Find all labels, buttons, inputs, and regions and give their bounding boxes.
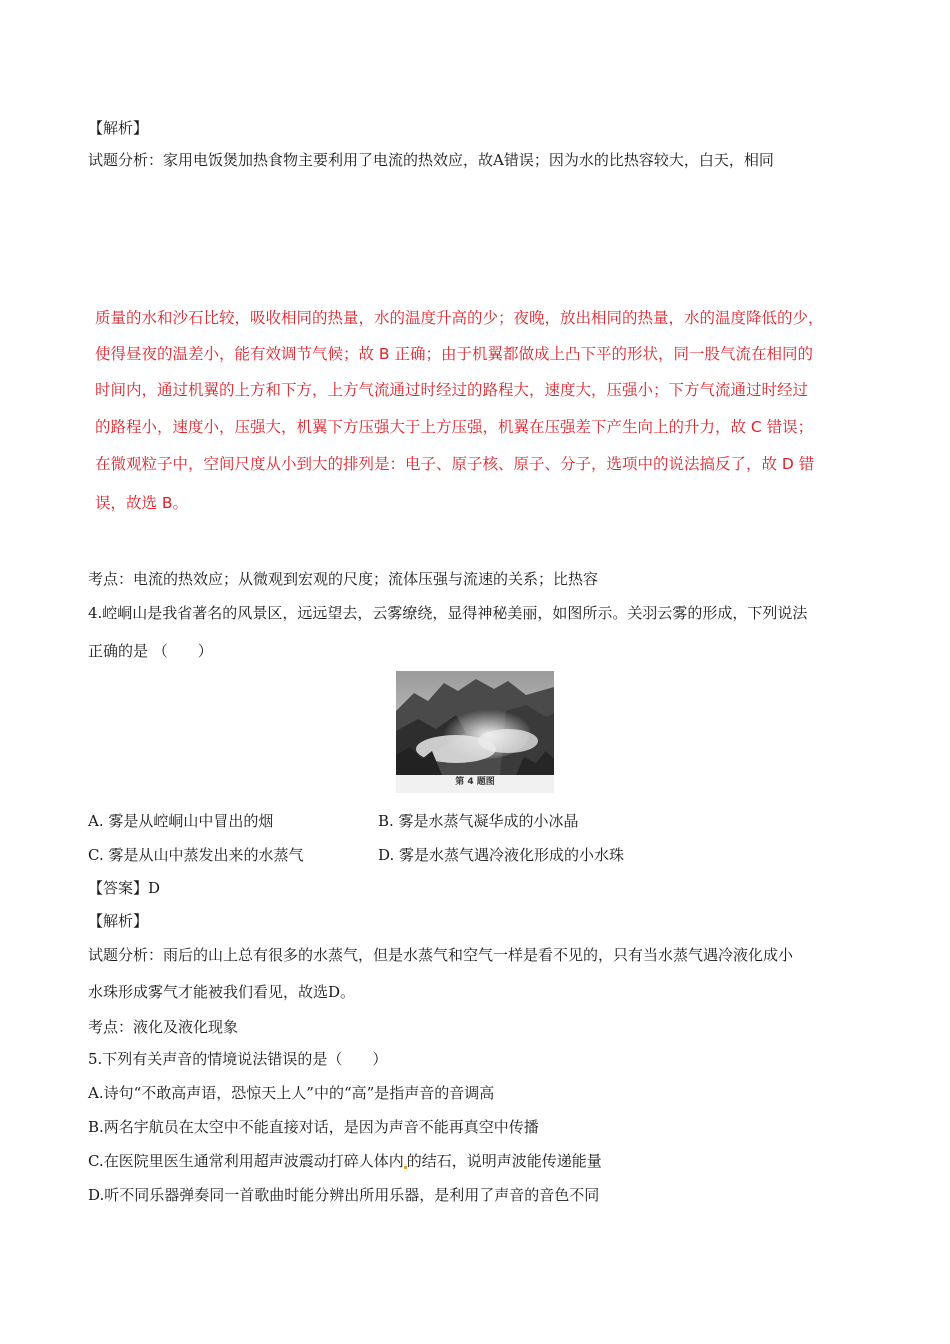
- question-4-stem-line2: 正确的是 （ ）: [88, 642, 213, 660]
- analysis-red-line-1: 质量的水和沙石比较，吸收相同的热量，水的温度升高的少；夜晚，放出相同的热量，水的温度降低的少，: [95, 309, 824, 327]
- analysis-red-line-4: 的路程小，速度小，压强大，机翼下方压强大于上方压强，机翼在压强差下产生向上的升力，故 C 错误；: [95, 418, 814, 436]
- question-5-stem: 5.下列有关声音的情境说法错误的是（ ）: [88, 1050, 388, 1068]
- mountain-fog-figure: [396, 671, 554, 793]
- option-c-q5: [88, 1151, 602, 1171]
- analysis-text-q4-line1: 试题分析：雨后的山上总有很多的水蒸气，但是水蒸气和空气一样是看不见的，只有当水蒸气遇冷液化成小: [88, 946, 794, 964]
- analysis-red-line-6: 误，故选 B。: [95, 494, 189, 512]
- kaodian-q3: 考点：电流的热效应；从微观到宏观的尺度；流体压强与流速的关系；比热容: [88, 570, 599, 588]
- option-c-q4: C. 雾是从山中蒸发出来的水蒸气: [88, 846, 304, 864]
- option-a-q4: A. 雾是从崆峒山中冒出的烟: [88, 812, 274, 830]
- analysis-red-line-3: 时间内，通过机翼的上方和下方，上方气流通过时经过的路程大，速度大，压强小；下方气流通过时经过: [95, 381, 809, 399]
- answer-q4: 【答案】D: [88, 879, 161, 897]
- option-c-q5-text-before: C.在医院里医生通常利用超声波震动打碎人体内: [88, 1152, 404, 1170]
- mountain-fog-photo: [396, 671, 554, 775]
- analysis-text-q3-line1: 试题分析：家用电饭煲加热食物主要利用了电流的热效应，故A错误；因为水的比热容较大，白天，相同: [88, 151, 774, 169]
- analysis-heading-q4: 【解析】: [88, 912, 149, 930]
- kaodian-q4: 考点：液化及液化现象: [88, 1018, 239, 1036]
- option-b-q5: B.两名宇航员在太空中不能直接对话，是因为声音不能再真空中传播: [88, 1118, 539, 1136]
- option-d-q4: D. 雾是水蒸气遇冷液化形成的小水珠: [378, 846, 625, 864]
- option-b-q4: B. 雾是水蒸气凝华成的小冰晶: [378, 812, 579, 830]
- analysis-text-q4-line2: 水珠形成雾气才能被我们看见，故选D。: [88, 983, 356, 1001]
- figure-caption: 第 4 题图: [455, 777, 495, 787]
- analysis-red-line-2: 使得昼夜的温差小，能有效调节气候；故 B 正确；由于机翼都做成上凸下平的形状，同一股气流在相同的: [95, 345, 813, 363]
- option-d-q5: D.听不同乐器弹奏同一首歌曲时能分辨出所用乐器，是利用了声音的音色不同: [88, 1186, 600, 1204]
- analysis-red-line-5: 在微观粒子中，空间尺度从小到大的排列是：电子、原子核、原子、分子，选项中的说法搞反了，故 D 错: [95, 455, 815, 473]
- option-c-q5-text-after: 的结石，说明声波能传递能量: [406, 1152, 602, 1170]
- question-4-stem-line1: 4.崆峒山是我省著名的风景区，远远望去，云雾缭绕，显得神秘美丽，如图所示。关羽云雾的形成，下列说法: [88, 604, 808, 622]
- option-a-q5: A.诗句“不敢高声语，恐惊天上人”中的“高”是指声音的音调高: [88, 1084, 495, 1102]
- analysis-heading-q3: 【解析】: [88, 119, 149, 137]
